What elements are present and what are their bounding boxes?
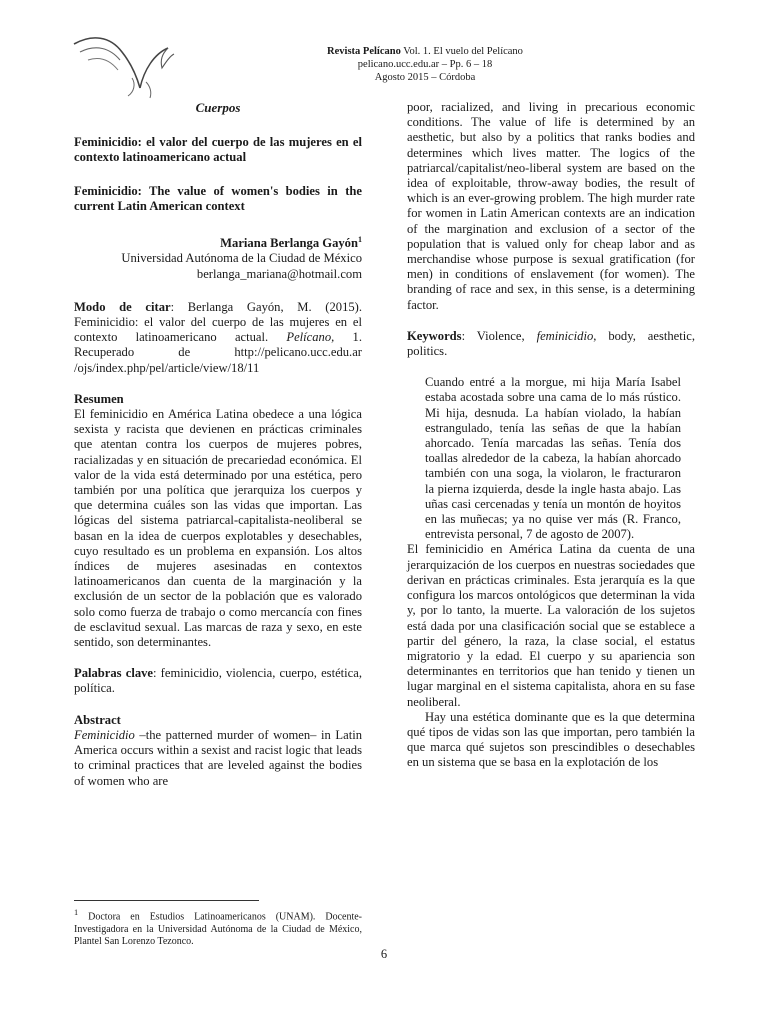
keywords-text-2: , body, aesthetic, politics. [407,328,695,359]
author-footnote-mark: 1 [358,235,362,245]
citation-label: Modo de citar [74,299,171,314]
footnote-rule [74,900,259,901]
citation [74,300,362,376]
keywords [407,329,695,359]
citation-text-2: 1. Recuperado de http://pelicano.ucc.edu.ar /ojs/index.php/pel/article/view/18/11 [74,330,362,375]
left-column [74,100,362,789]
keywords-label: Keywords [407,328,462,343]
palabras-clave [74,666,362,696]
keywords-term: feminicidio [536,328,594,343]
author-name [74,232,362,251]
body-paragraph-2: Hay una estética dominante que es la que determina qué tipos de vidas son las que importan, pero también la que marca qué sujetos son prescindibles o desechables en un sistema que se basa en la explotación de los [407,709,695,770]
abstract-continuation: poor, racialized, and living in precarious economic conditions. The value of life is determined by an aesthetic, but also by a politics that ranks bodies and determines which lives matter. The logics of the patriarcal/capitalist/neo-liberal system are based on the idea of exploitable, throw-away bodies, the result of which is an ever-growing problem. The high murder rate for women in Latin American contexts are an indication of the margination and exclusion of a sector of the population that is valued only for cheap labor and as merchandise whose purpose is sexual gratification (for men) in conditions of enslavement (for women). The branding of race and sex, in this sense, is a determining factor. [407,100,695,312]
page-number: 6 [380,947,388,961]
journal-volume: Vol. 1. El vuelo del Pelícano [403,46,523,57]
abstract-body: –the patterned murder of women– in Latin America occurs within a sexist and racist logic that leads to criminal practices that are leveled against the bodies of women who are [74,727,362,788]
author-text: Mariana Berlanga Gayón [220,236,358,251]
citation-journal: Pelícano, [286,330,335,345]
resumen-text: El feminicidio en América Latina obedece a una lógica sexista y racista que devienen en prácticas criminales que atentan contra los cuerpos de mujeres pobres, racializadas y en situación de precariedad económica. El valor de la vida está determinado por una estética, pero también por una política que jerarquiza los cuerpos y que determina cuáles son las vidas que importan. Las lógicas del sistema patriarcal-capitalista-neoliberal se basan en la idea de cuerpos explotables y desechables, cuyo resultado es un problema en expansión. Los altos índices de mujeres asesinadas en contextos latinoamericanos dan cuenta de la marginación y la exclusión de un sector de la población que es valorado solo como fuerza de trabajo o como mercancía con fines de esclavitud sexual. Las marcas de raza y sexo, en este sentido, son determinantes. [74,407,362,650]
palabras-text: : feminicidio, violencia, cuerpo, estética, política. [74,666,362,696]
footnote-text: Doctora en Estudios Latinoamericanos (UNAM). Docente-Investigadora en la Universidad Autónoma de la Ciudad de México, Plantel San Lorenzo Tezonco. [74,911,363,948]
author-email: berlanga_mariana@hotmail.com [196,266,362,281]
abstract-heading: Abstract [74,712,121,727]
body-paragraph-1: El feminicidio en América Latina da cuenta de una jerarquización de los cuerpos en nuestras sociedades que derivan en prácticas criminales. Esta jerarquía es la que configura los marcos ontológicos que determinan la vida y, por lo tanto, la muerte. La valoración de los sujetos está dada por una clasificación social que se establece a partir del género, la raza, la clase social, el estatus migratorio y la edad. El cuerpo y su apariencia son determinantes en territorios que han tenido y tienen un lugar marginal en el sistema capitalista, ahora en su fase neoliberal. [407,542,695,709]
journal-site-pages: pelicano.ucc.edu.ar – Pp. 6 – 18 [357,59,493,70]
block-quote: Cuando entré a la morgue, mi hija María Isabel estaba acostada sobre una cama de lo más rústico. Mi hija, desnuda. La habían violado, la habían estrangulado, tenía las señas de que la habían ahorcado. Tenía marcadas las señas. Tenía dos toallas alrededor de la cabeza, la habían ahorcado también con una soga, la violaron, le fracturaron la pierna izquierda, desde la ingle hasta abajo. Las uñas casi cercenadas y tenía un montón de hoyitos en las muñecas; ya no quise ver más (R. Franco, entrevista personal, 7 de agosto de 2007). [425,375,681,542]
journal-date: Agosto 2015 – Córdoba [374,72,476,83]
citation-text-1: : Berlanga Gayón, M. (2015). Feminicidio: el valor del cuerpo de las mujeres en el contexto latinoamericano actual. [74,299,363,345]
article-title-en: Feminicidio: The value of women's bodies in the current Latin American context [74,183,362,213]
footnote-mark: 1 [74,908,79,917]
author-affiliation: Universidad Autónoma de la Ciudad de México [121,251,362,266]
journal-header [300,45,550,84]
section-label: Cuerpos [195,100,241,115]
footnote [74,907,362,949]
journal-name: Revista Pelícano [327,46,401,57]
article-title-es: Feminicidio: el valor del cuerpo de las mujeres en el contexto latinoamericano actual [74,135,362,165]
palabras-label: Palabras clave [74,666,154,681]
pelican-logo [70,30,178,100]
keywords-text-1: : Violence, [461,328,537,343]
resumen-heading: Resumen [74,391,124,406]
abstract-term: Feminicidio [74,727,135,742]
abstract-text [74,728,362,789]
right-column [407,100,695,771]
